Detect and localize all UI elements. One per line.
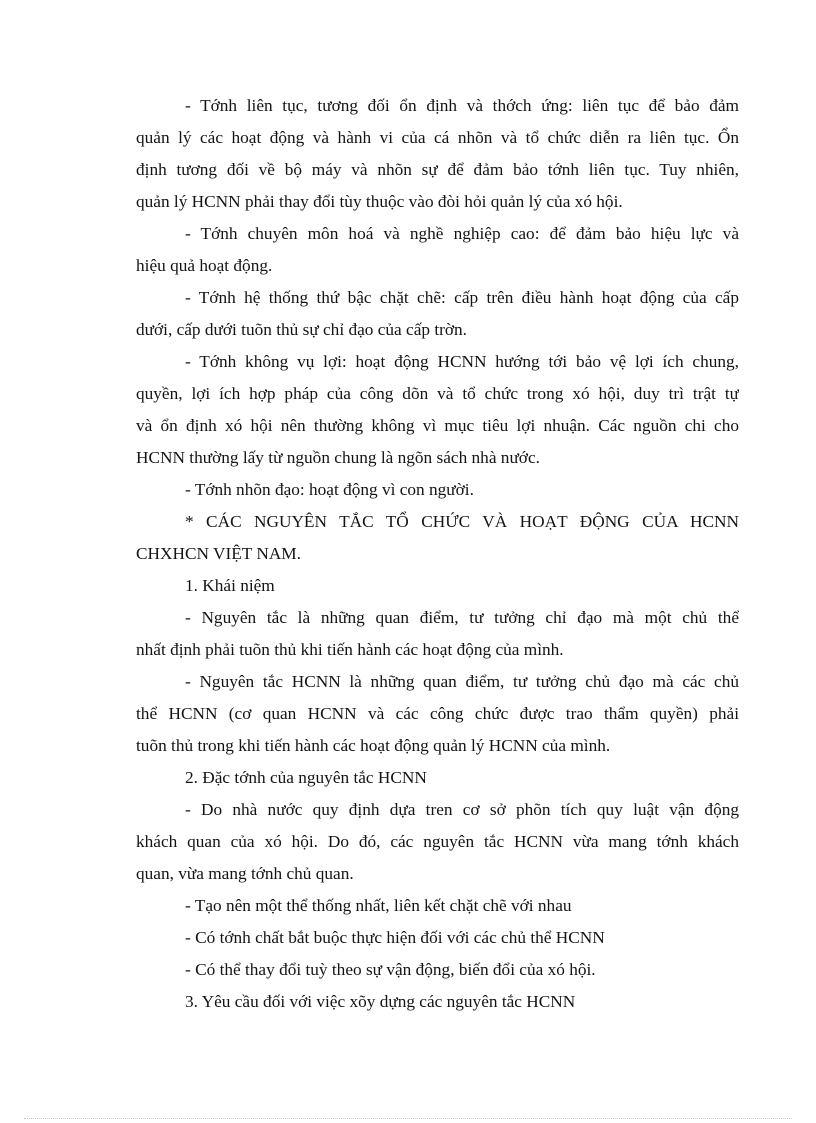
text-line: thể HCNN (cơ quan HCNN và các công chức được trao thẩm quyền) phải	[136, 704, 739, 723]
subsection-heading: 1. Khái niệm	[185, 576, 275, 595]
text-line: hiệu quả hoạt động.	[136, 256, 273, 275]
text-line: - Tớnh không vụ lợi: hoạt động HCNN hướng tới bảo vệ lợi ích chung,	[185, 352, 739, 371]
text-line: - Tớnh nhõn đạo: hoạt động vì con người.	[185, 480, 474, 499]
text-line: khách quan của xó hội. Do đó, các nguyên tắc HCNN vừa mang tớnh khách	[136, 832, 739, 851]
text-line: HCNN thường lấy từ nguồn chung là ngõn sách nhà nước.	[136, 448, 540, 467]
text-line: nhất định phải tuõn thủ khi tiến hành các hoạt động của mình.	[136, 640, 564, 659]
text-line: quản lý các hoạt động và hành vi của cá nhõn và tổ chức diễn ra liên tục. Ổn	[136, 128, 739, 147]
text-line: và ổn định xó hội nên thường không vì mục tiêu lợi nhuận. Các nguồn chi cho	[136, 416, 739, 435]
text-line: quản lý HCNN phải thay đổi tùy thuộc vào đòi hỏi quản lý của xó hội.	[136, 192, 623, 211]
section-heading: * CÁC NGUYÊN TẮC TỔ CHỨC VÀ HOẠT ĐỘNG CỦA HCNN	[185, 512, 739, 531]
text-line: - Nguyên tắc là những quan điểm, tư tưởng chỉ đạo mà một chủ thể	[185, 608, 739, 627]
text-line: - Tớnh chuyên môn hoá và nghề nghiệp cao: để đảm bảo hiệu lực và	[185, 224, 739, 243]
text-line: quyền, lợi ích hợp pháp của công dõn và tổ chức trong xó hội, duy trì trật tự	[136, 384, 739, 403]
text-line: quan, vừa mang tớnh chủ quan.	[136, 864, 354, 883]
text-line: - Có tớnh chất bắt buộc thực hiện đối với các chủ thể HCNN	[185, 928, 605, 947]
section-heading: CHXHCN VIỆT NAM.	[136, 544, 301, 563]
text-line: dưới, cấp dưới tuõn thủ sự chỉ đạo của cấp trờn.	[136, 320, 467, 339]
subsection-heading: 2. Đặc tớnh của nguyên tắc HCNN	[185, 768, 427, 787]
text-line: - Có thể thay đổi tuỳ theo sự vận động, biến đổi của xó hội.	[185, 960, 596, 979]
footer-divider	[24, 1118, 792, 1119]
text-line: định tương đối về bộ máy và nhõn sự để đảm bảo tớnh liên tục. Tuy nhiên,	[136, 160, 739, 179]
text-line: - Tạo nên một thể thống nhất, liên kết chặt chẽ với nhau	[185, 896, 572, 915]
text-line: - Nguyên tắc HCNN là những quan điểm, tư tưởng chủ đạo mà các chủ	[185, 672, 739, 691]
text-line: - Tớnh hệ thống thứ bậc chặt chẽ: cấp trên điều hành hoạt động của cấp	[185, 288, 739, 307]
text-line: - Do nhà nước quy định dựa tren cơ sở phõn tích quy luật vận động	[185, 800, 739, 819]
subsection-heading: 3. Yêu cầu đối với việc xõy dựng các nguyên tắc HCNN	[185, 992, 576, 1011]
text-line: - Tớnh liên tục, tương đối ổn định và thớch ứng: liên tục để bảo đảm	[185, 96, 739, 115]
text-line: tuõn thủ trong khi tiến hành các hoạt động quản lý HCNN của mình.	[136, 736, 611, 755]
